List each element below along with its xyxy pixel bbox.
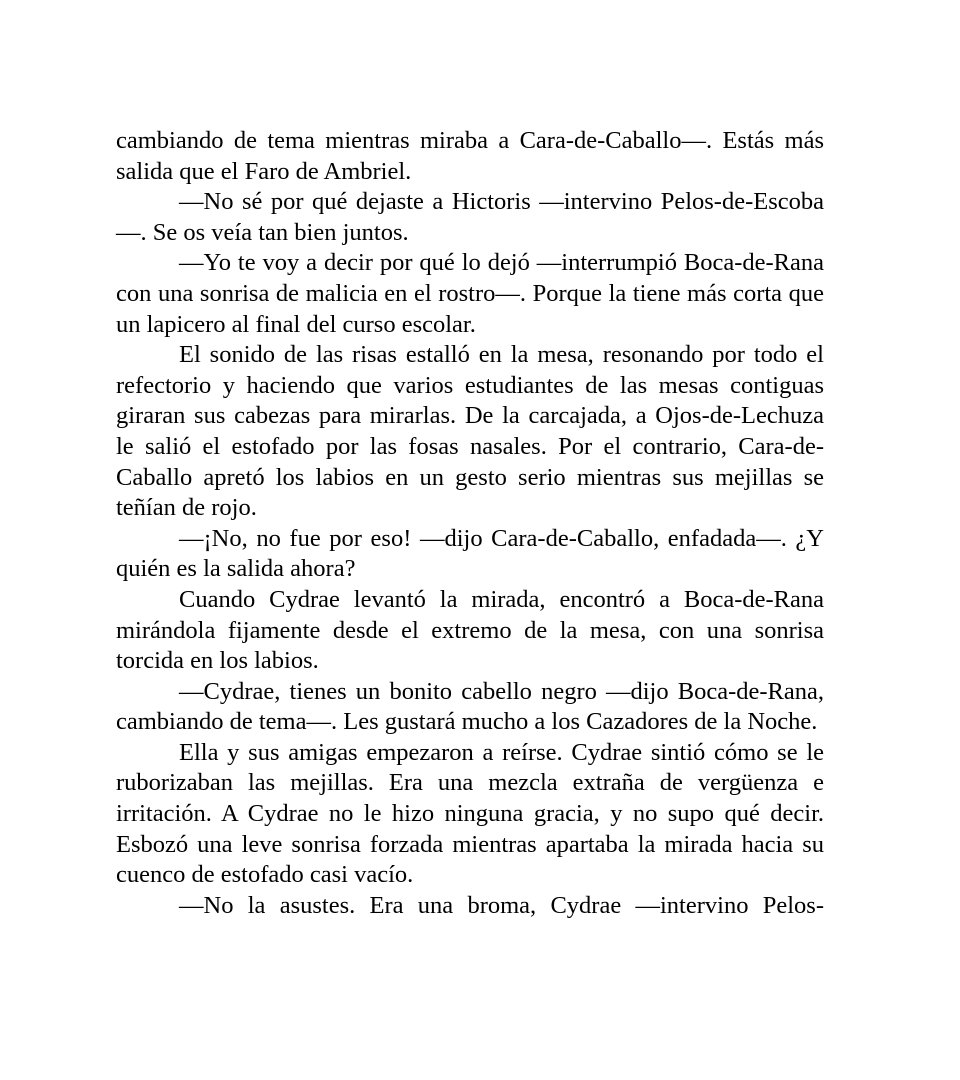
paragraph-3: —Yo te voy a decir por qué lo dejó —interrumpió Boca-de-Rana con una sonrisa de malicia en el rostro—. Porque la tiene más corta que un lapicero al final del curso escolar. (116, 249, 824, 338)
paragraph-4: El sonido de las risas estalló en la mesa, resonando por todo el refectorio y haciendo que varios estudiantes de las mesas contiguas giraran sus cabezas para mirarlas. De la carcajada, a Ojos-de-Lechuza le salió el estofado por las fosas nasales. Por el contrario, Cara-de-Caballo apretó los labios en un gesto serio mientras sus mejillas se teñían de rojo. (116, 341, 824, 522)
paragraph-2: —No sé por qué dejaste a Hictoris —intervino Pelos-de-Escoba—. Se os veía tan bien juntos. (116, 188, 824, 246)
paragraph-8: Ella y sus amigas empezaron a reírse. Cydrae sintió cómo se le ruborizaban las mejillas. Era una mezcla extraña de vergüenza e irritación. A Cydrae no le hizo ninguna gracia, y no supo qué decir. Esbozó una leve sonrisa forzada mientras apartaba la mirada hacia su cuenco de estofado casi vacío. (116, 738, 824, 889)
paragraph-1: cambiando de tema mientras miraba a Cara-de-Caballo—. Estás más salida que el Faro de Ambriel. (116, 127, 824, 185)
paragraph-6: Cuando Cydrae levantó la mirada, encontró a Boca-de-Rana mirándola fijamente desde el extremo de la mesa, con una sonrisa torcida en los labios. (116, 585, 824, 675)
paragraph-5: —¡No, no fue por eso! —dijo Cara-de-Caballo, enfadada—. ¿Y quién es la salida ahora? (116, 524, 824, 583)
paragraph-9: —No la asustes. Era una broma, Cydrae —intervino Pelos- (179, 891, 824, 919)
paragraph-7: —Cydrae, tienes un bonito cabello negro —dijo Boca-de-Rana, cambiando de tema—. Les gustará mucho a los Cazadores de la Noche. (116, 677, 824, 736)
body-text (116, 126, 824, 921)
